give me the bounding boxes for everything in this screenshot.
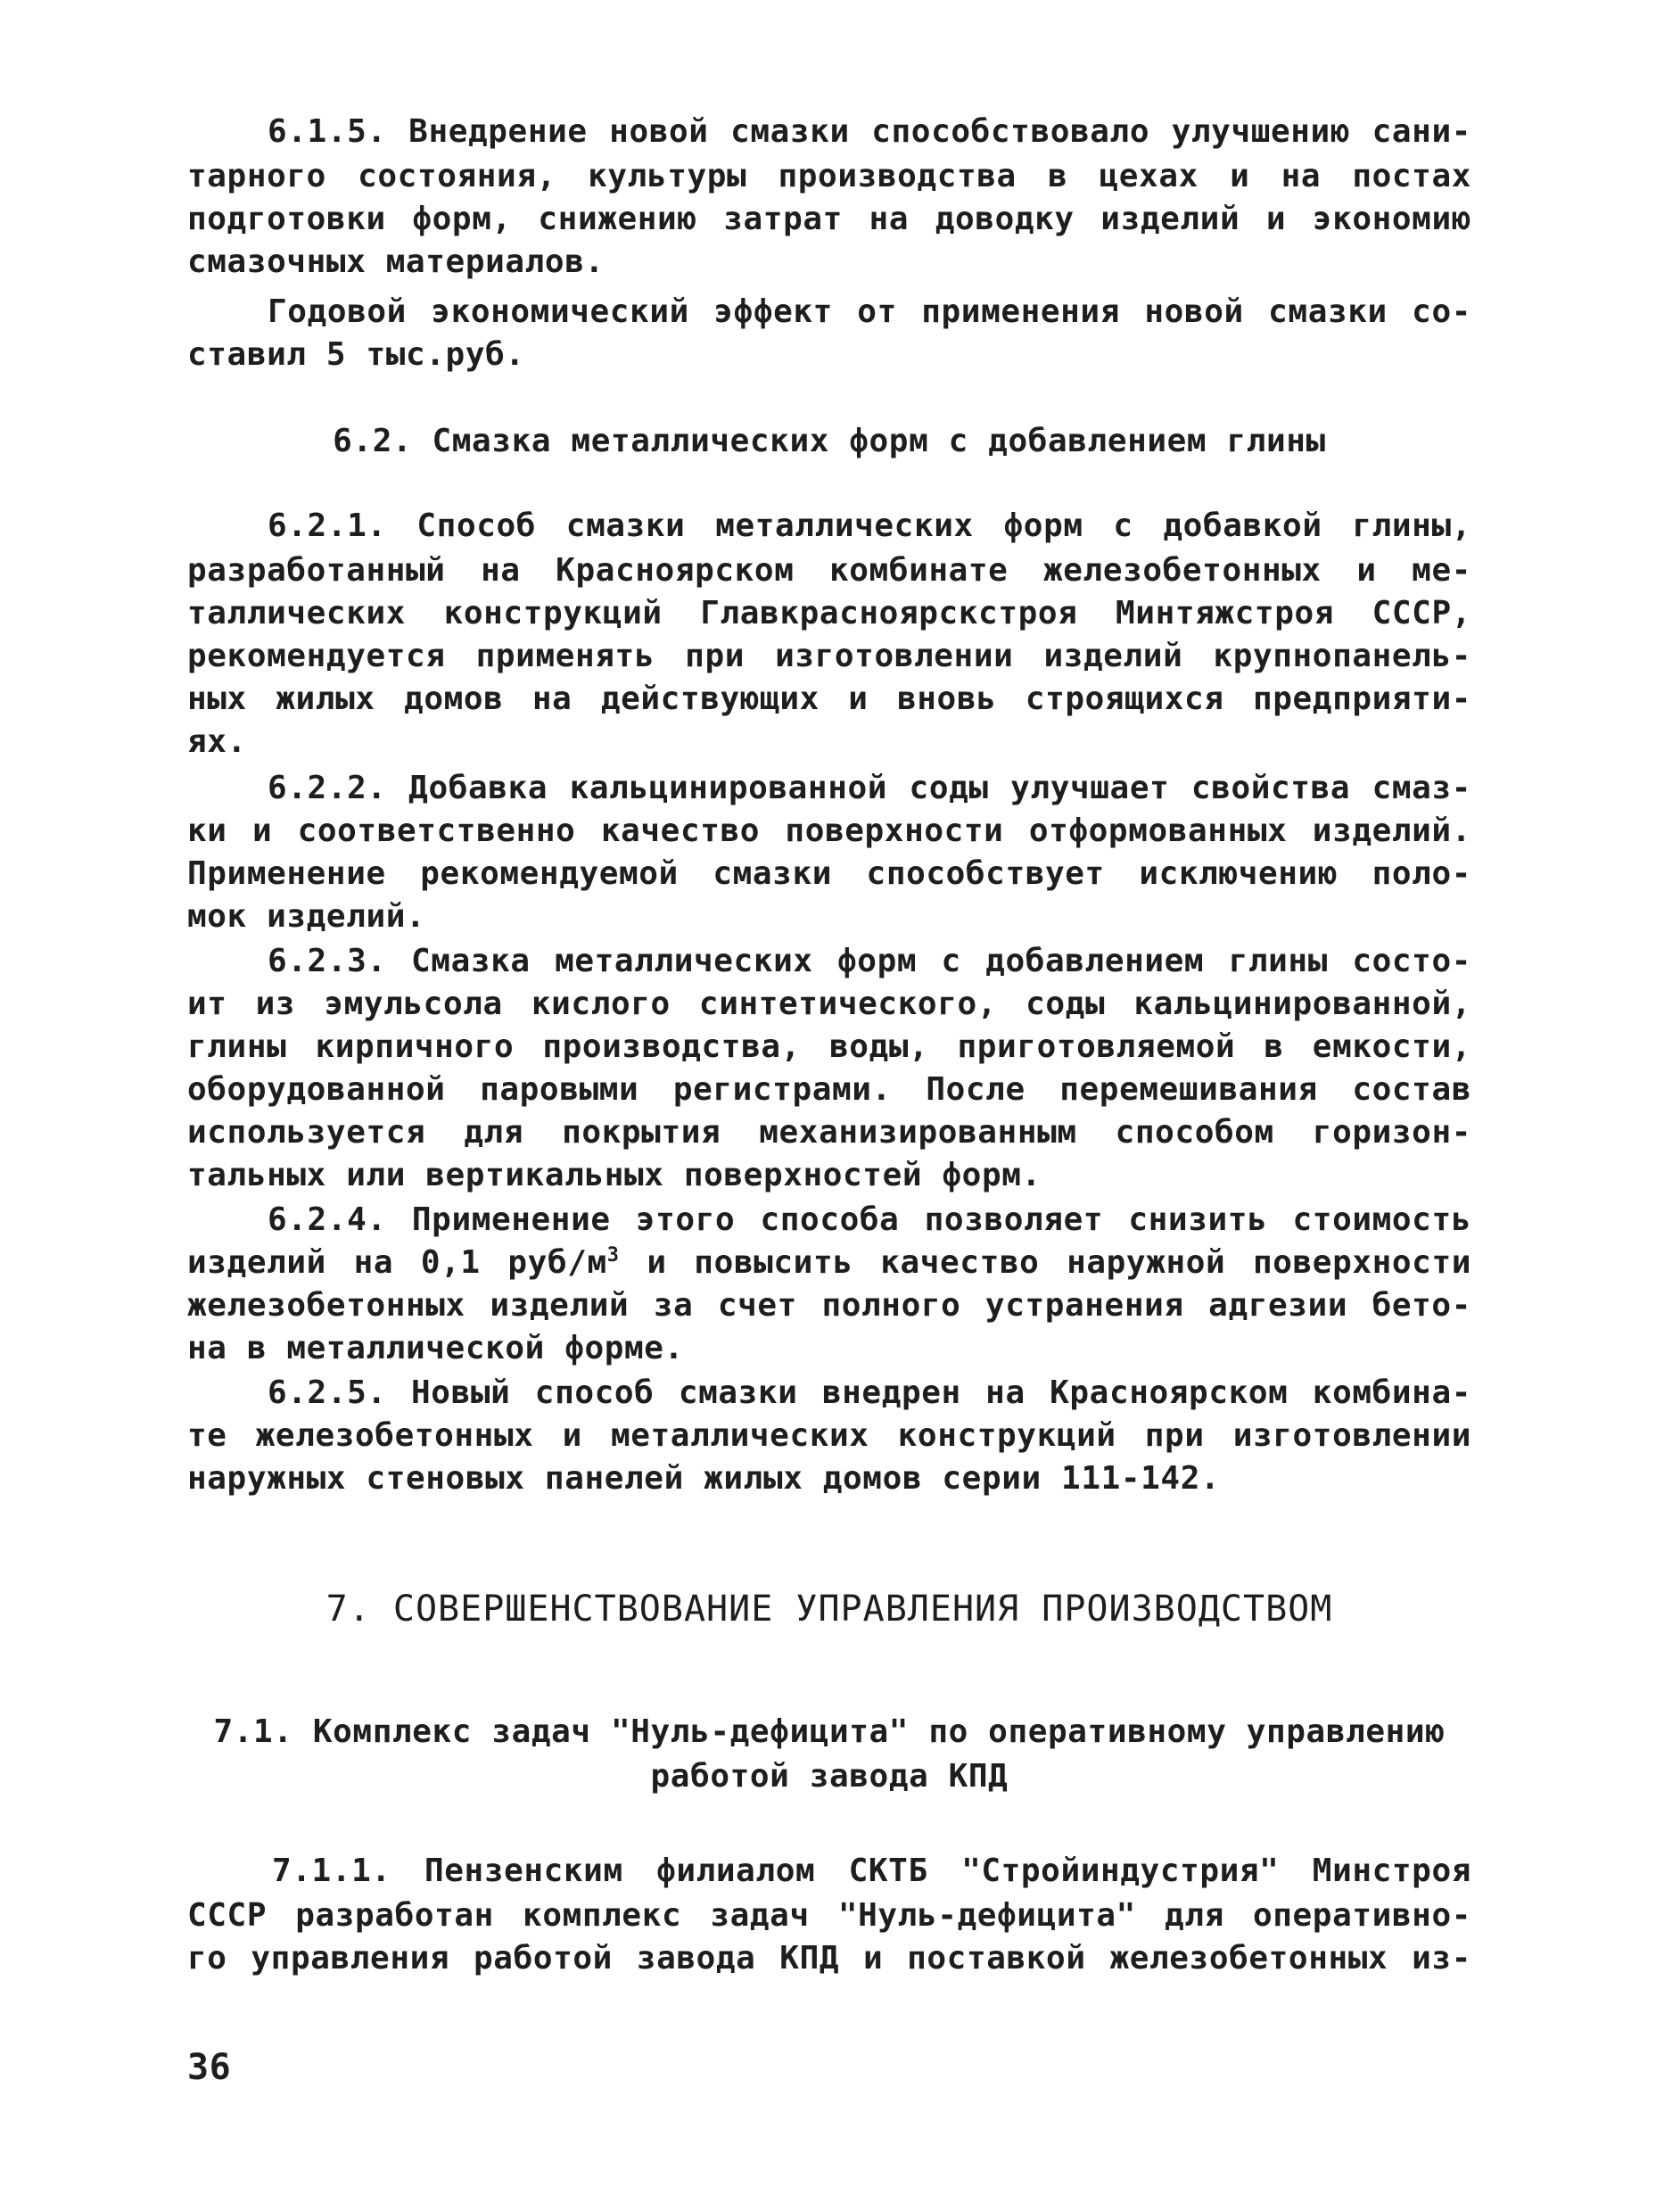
paragraph-6-2-1-line-5: ных жилых домов на действующих и вновь строящихся предприяти-: [187, 681, 1471, 717]
paragraph-6-2-1-line-6: ях.: [187, 723, 247, 760]
quality-text: и повысить качество наружной поверхности: [619, 1244, 1471, 1281]
paragraph-effect-line-1: Годовой экономический эффект от применения новой смазки со-: [268, 293, 1471, 330]
paragraph-6-2-1-line-1: 6.2.1. Способ смазки металлических форм с добавкой глины,: [268, 508, 1471, 544]
paragraph-6-2-5-line-2: те железобетонных и металлических конструкций при изготовлении: [187, 1417, 1471, 1454]
paragraph-6-2-4-line-1: 6.2.4. Применение этого способа позволяет снизить стоимость: [268, 1201, 1471, 1238]
paragraph-7-1-1-line-2: СССР разработан комплекс задач "Нуль-дефицита" для оперативно-: [187, 1897, 1471, 1934]
paragraph-6-1-5-line-1: 6.1.5. Внедрение новой смазки способствовало улучшению сани-: [268, 113, 1471, 150]
paragraph-6-1-5-line-2: тарного состояния, культуры производства в цехах и на постах: [187, 158, 1471, 194]
paragraph-6-2-3-line-2: ит из эмульсола кислого синтетического, соды кальцинированной,: [187, 986, 1471, 1022]
paragraph-6-2-4-line-4: на в металлической форме.: [187, 1330, 684, 1366]
paragraph-6-2-3-line-6: тальных или вертикальных поверхностей форм.: [187, 1157, 1042, 1193]
paragraph-6-2-5-line-3: наружных стеновых панелей жилых домов серии 111-142.: [187, 1460, 1221, 1497]
paragraph-6-2-3-line-5: используется для покрытия механизированным способом горизон-: [187, 1114, 1471, 1151]
paragraph-6-2-2-line-3: Применение рекомендуемой смазки способствует исключению поло-: [187, 855, 1471, 892]
paragraph-7-1-1-line-3: го управления работой завода КПД и поставкой железобетонных из-: [187, 1940, 1471, 1977]
section-heading-7-1-line-1: 7.1. Комплекс задач "Нуль-дефицита" по оперативному управлению: [213, 1713, 1446, 1750]
paragraph-effect-line-2: ставил 5 тыс.руб.: [187, 336, 525, 373]
paragraph-6-2-4-line-3: железобетонных изделий за счет полного устранения адгезии бето-: [187, 1287, 1471, 1324]
cubic-superscript: 3: [606, 1244, 620, 1267]
paragraph-7-1-1-line-1: 7.1.1. Пензенским филиалом СКТБ "Стройиндустрия" Минстроя: [272, 1853, 1471, 1889]
cost-text: изделий на 0,1 руб/м: [187, 1244, 607, 1281]
paragraph-6-2-3-line-3: глины кирпичного производства, воды, приготовляемой в емкости,: [187, 1028, 1471, 1065]
section-heading-6-2: 6.2. Смазка металлических форм с добавлением глины: [333, 423, 1326, 459]
section-heading-7-1-line-2: работой завода КПД: [650, 1758, 1009, 1795]
chapter-heading-7: 7. СОВЕРШЕНСТВОВАНИЕ УПРАВЛЕНИЯ ПРОИЗВОДСТВОМ: [325, 1589, 1333, 1630]
paragraph-6-2-3-line-4: оборудованной паровыми регистрами. После перемешивания состав: [187, 1071, 1471, 1108]
paragraph-6-2-4-line-2: [187, 1245, 1471, 1281]
page-number: 36: [187, 2047, 232, 2088]
paragraph-6-1-5-line-3: подготовки форм, снижению затрат на доводку изделий и экономию: [187, 201, 1471, 237]
paragraph-6-2-2-line-4: мок изделий.: [187, 898, 426, 935]
paragraph-6-2-5-line-1: 6.2.5. Новый способ смазки внедрен на Красноярском комбина-: [268, 1374, 1471, 1411]
paragraph-6-2-3-line-1: 6.2.3. Смазка металлических форм с добавлением глины состо-: [268, 943, 1471, 979]
paragraph-6-2-2-line-1: 6.2.2. Добавка кальцинированной соды улучшает свойства смаз-: [268, 770, 1471, 806]
paragraph-6-2-1-line-3: таллических конструкций Главкрасноярскстроя Минтяжстроя СССР,: [187, 595, 1471, 631]
paragraph-6-2-1-line-2: разработанный на Красноярском комбинате железобетонных и ме-: [187, 552, 1471, 589]
paragraph-6-2-2-line-2: ки и соответственно качество поверхности отформованных изделий.: [187, 813, 1471, 849]
paragraph-6-1-5-line-4: смазочных материалов.: [187, 243, 605, 280]
paragraph-6-2-1-line-4: рекомендуется применять при изготовлении изделий крупнопанель-: [187, 638, 1471, 674]
